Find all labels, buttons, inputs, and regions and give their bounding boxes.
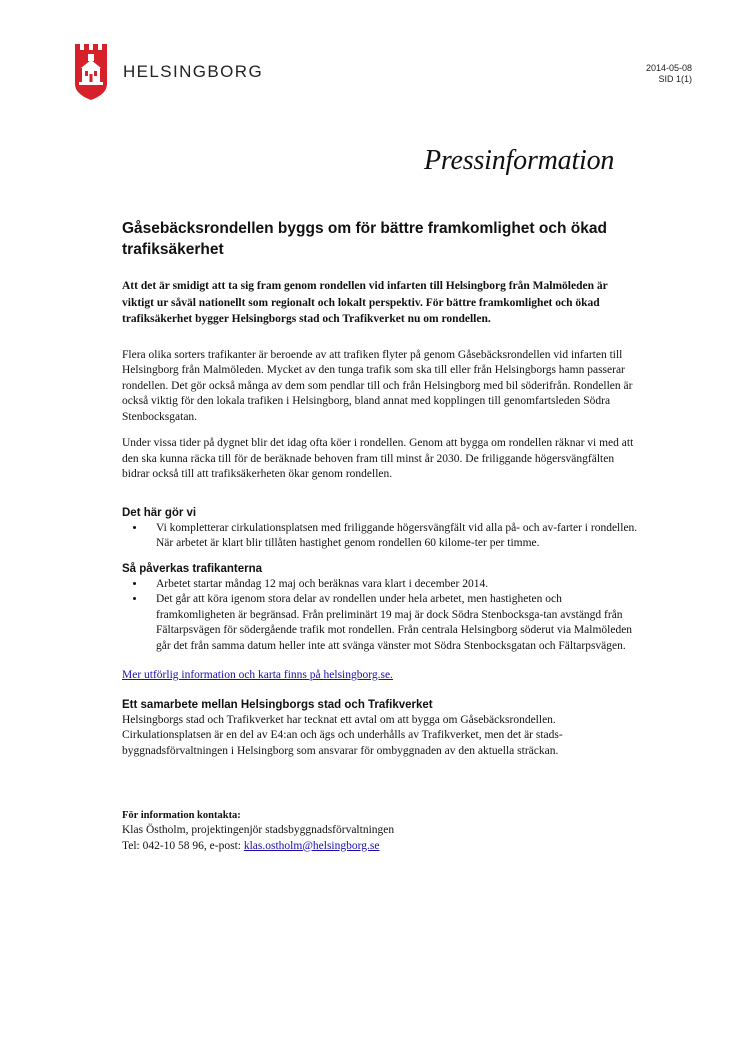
- list-item: • Arbetet startar måndag 12 maj och beräknas vara klart i december 2014.: [146, 577, 642, 593]
- body-paragraph: Helsingborgs stad och Trafikverket har tecknat ett avtal om att bygga om Gåsebäcksrondellen. Cirkulationsplatsen är en del av E4:an och ägs och underhålls av Trafikverket, men det är stads-byggnadsförvaltningen i Helsingborg som ansvarar för ombyggnaden av den aktuella sträckan.: [122, 713, 563, 757]
- press-release-title: Gåsebäcksrondellen byggs om för bättre framkomlighet och ökad trafiksäkerhet: [122, 220, 607, 258]
- section-heading: Så påverkas trafikanterna: [122, 562, 262, 575]
- list-item: • Det går att köra igenom stora delar av rondellen under hela arbetet, men hastigheten och framkomligheten är begränsad. Från preliminärt 19 maj är dock Södra Stenbocksga-tan avstängd från Fältarpsvägen för södergående trafik mot rondellen. Från centrala Helsingborg söderut via Malmöleden går det från samma datum heller inte att svänga vänster mot Södra Stenbocksgatan och Fältarpsvägen.: [146, 592, 642, 654]
- contact-heading: För information kontakta:: [122, 810, 241, 821]
- list-item: • Vi kompletterar cirkulationsplatsen med friliggande högersvängfält vid alla på- och av-farter i rondellen. När arbetet är klart blir tillåten hastighet genom rondellen 60 kilome-ter per timme.: [146, 521, 642, 552]
- contact-phone-line: [122, 839, 642, 855]
- document-type-heading: Pressinformation: [424, 145, 615, 176]
- document-date: 2014-05-08: [645, 63, 692, 73]
- document-meta: [646, 63, 692, 85]
- brand-name: HELSINGBORG: [123, 62, 264, 81]
- contact-phone: Tel: 042-10 58 96, e-post:: [122, 839, 244, 852]
- section-heading: Det här gör vi: [122, 506, 197, 519]
- lead-paragraph: Att det är smidigt att ta sig fram genom rondellen vid infarten till Helsingborg från Malmöleden är viktigt ur såväl nationellt som regionalt och lokalt perspektiv. För bättre framkomlighet och ökad trafiksäkerhet bygger Helsingborgs stad och Trafikverket nu om rondellen.: [122, 280, 608, 325]
- helsingborg-crest-icon: [73, 44, 109, 100]
- body-paragraph: Under vissa tider på dygnet blir det idag ofta köer i rondellen. Genom att bygga om rondellen räknar vi med att den ska kunna räcka till för de beräknade behoven fram till minst år 2030. De friliggande högersvängfälten bidrar också till att trafiksäkerheten ökar genom rondellen.: [122, 437, 634, 480]
- body-paragraph: Flera olika sorters trafikanter är beroende av att trafiken flyter på genom Gåsebäcksrondellen vid infarten till Helsingborg från Malmöleden. Mycket av den tunga trafik som ska till eller från Helsingborgs hamn passerar rondellen. Det gör också många av dem som pendlar till och från Helsingborg med bil söderifrån. Rondellen är också viktig för den lokala trafiken i Helsingborg, bland annat med kopplingen till genomfartsleden Södra Stenbocksgatan.: [122, 348, 633, 423]
- contact-name: Klas Östholm, projektingenjör stadsbyggnadsförvaltningen: [122, 824, 395, 836]
- page-number: SID 1(1): [658, 74, 692, 84]
- more-info-link[interactable]: Mer utförlig information och karta finns på helsingborg.se.: [122, 669, 393, 681]
- press-release-body: [122, 218, 642, 854]
- section-heading: Ett samarbete mellan Helsingborgs stad och Trafikverket: [122, 698, 433, 711]
- section-list: [122, 521, 642, 552]
- section-list: [122, 577, 642, 655]
- contact-email-link[interactable]: klas.ostholm@helsingborg.se: [243, 839, 380, 852]
